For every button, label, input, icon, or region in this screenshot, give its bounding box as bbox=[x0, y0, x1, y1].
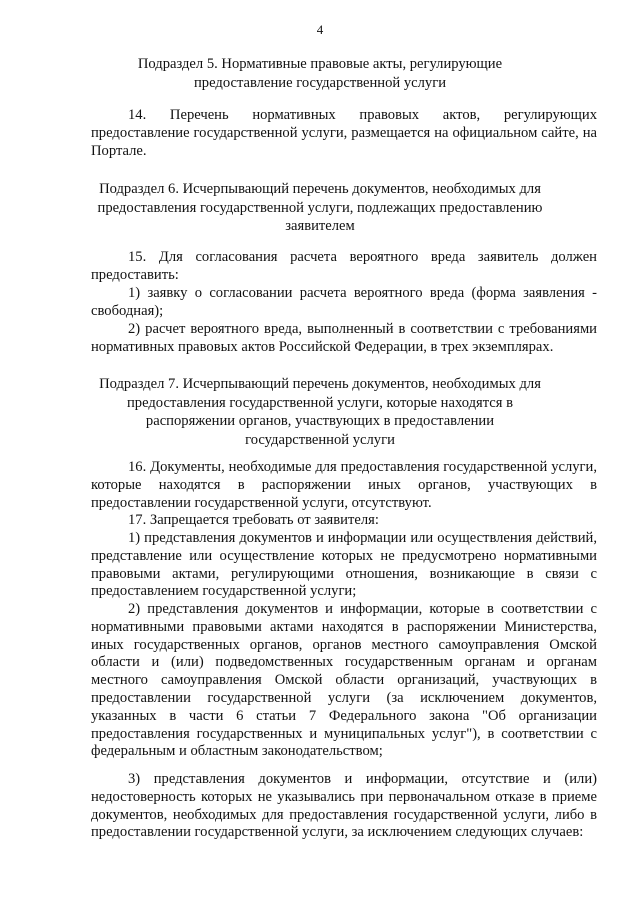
paragraph-17-item-2: 2) представления документов и информации, которые в соответствии с нормативными правовыми актами находятся в распоряжении Министерства, иных государственных органов, органов местного самоуправления Омской области и (или) подведомственных государственным органам и органам местного самоуправления Омской области организаций, участвующих в предоставлении государственной услуги (за исключением документов, указанных в части 6 статьи 7 Федерального закона "Об организации предоставления государственных и муниципальных услуг"), в соответствии с федеральным и областным законодательством; bbox=[91, 601, 597, 760]
paragraph-17: 17. Запрещается требовать от заявителя: bbox=[128, 512, 379, 528]
paragraph-15-item-2: 2) расчет вероятного вреда, выполненный в соответствии с требованиями нормативных правовых актов Российской Федерации, в трех экземплярах. bbox=[91, 321, 597, 355]
paragraph-15: 15. Для согласования расчета вероятного вреда заявитель должен предоставить: bbox=[91, 249, 597, 283]
page-number: 4 bbox=[316, 22, 324, 37]
section-5-heading: Подраздел 5. Нормативные правовые акты, регулирующие предоставление государственной услуги bbox=[137, 56, 503, 91]
paragraph-17-item-1: 1) представления документов и информации или осуществления действий, представление или осуществление которых не предусмотрено нормативными правовыми актами, регулирующими отношения, возникающие в связи с предоставлением государственной услуги; bbox=[91, 530, 597, 600]
paragraph-16: 16. Документы, необходимые для предоставления государственной услуги, которые находятся в распоряжении иных органов, участвующих в предоставлении государственной услуги, отсутствуют. bbox=[91, 459, 597, 511]
paragraph-15-item-1: 1) заявку о согласовании расчета вероятного вреда (форма заявления - свободная); bbox=[91, 285, 597, 319]
paragraph-14: 14. Перечень нормативных правовых актов, регулирующих предоставление государственной услуги, размещается на официальном сайте, на Портале. bbox=[91, 107, 597, 159]
section-7-heading: Подраздел 7. Исчерпывающий перечень документов, необходимых для предоставления государственной услуги, которые находятся в распоряжении органов, участвующих в предоставлении государственной услуги bbox=[99, 376, 541, 448]
paragraph-17-item-3: 3) представления документов и информации, отсутствие и (или) недостоверность которых не указывались при первоначальном отказе в приеме документов, необходимых для предоставления государственной услуги, либо в предоставлении государственной услуги, за исключением следующих случаев: bbox=[91, 771, 597, 841]
section-6-heading: Подраздел 6. Исчерпывающий перечень документов, необходимых для предоставления государственной услуги, подлежащих предоставлению заявителем bbox=[97, 181, 543, 234]
